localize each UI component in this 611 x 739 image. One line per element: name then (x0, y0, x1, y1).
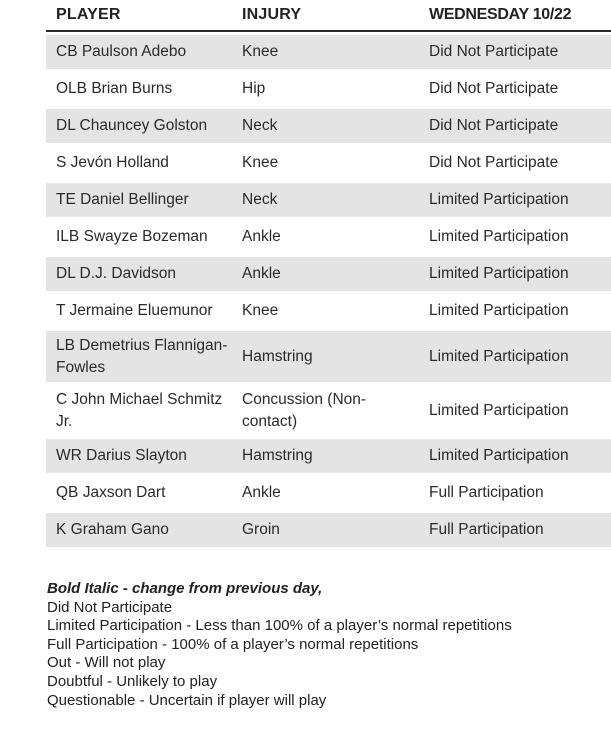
status-cell: Did Not Participate (429, 43, 559, 60)
table-row (46, 476, 611, 510)
status-cell: Limited Participation (429, 191, 569, 208)
status-cell: Limited Participation (429, 228, 569, 245)
injury-report (46, 0, 611, 550)
status-cell: Did Not Participate (429, 80, 559, 97)
legend-line-doubtful: Doubtful - Unlikely to play (47, 672, 218, 690)
status-cell: Limited Participation (429, 401, 569, 419)
legend-line-questionable: Questionable - Uncertain if player will play (47, 691, 327, 709)
header-player: PLAYER (56, 6, 121, 23)
status-cell: Full Participation (429, 484, 544, 501)
player-cell: QB Jaxson Dart (56, 484, 166, 501)
status-cell: Full Participation (429, 521, 544, 538)
injury-cell: Hamstring (242, 447, 313, 464)
player-cell: LB Demetrius Flannigan-Fowles (56, 336, 228, 376)
injury-cell: Knee (242, 302, 279, 319)
table-body (46, 35, 611, 547)
table-row (46, 35, 611, 69)
player-cell: S Jevón Holland (56, 154, 169, 171)
player-cell: T Jermaine Eluemunor (56, 302, 213, 319)
header-injury: INJURY (242, 6, 302, 23)
injury-cell: Neck (242, 117, 278, 134)
table-row (46, 220, 611, 254)
legend-line-dnp: Did Not Participate (47, 598, 173, 616)
status-cell: Limited Participation (429, 347, 569, 365)
table-row (46, 294, 611, 328)
player-cell: DL D.J. Davidson (56, 265, 177, 282)
header-status: WEDNESDAY 10/22 (429, 6, 572, 23)
table-row (46, 331, 611, 382)
player-cell: DL Chauncey Golston (56, 117, 208, 134)
status-cell: Did Not Participate (429, 117, 559, 134)
injury-cell: Ankle (242, 484, 281, 501)
status-cell: Limited Participation (429, 447, 569, 464)
table-row (46, 72, 611, 106)
player-cell: WR Darius Slayton (56, 447, 187, 464)
table-row (46, 385, 611, 436)
injury-cell: Concussion (Non-contact) (242, 390, 367, 430)
player-cell: OLB Brian Burns (56, 80, 173, 97)
player-cell: TE Daniel Bellinger (56, 191, 189, 208)
player-cell: ILB Swayze Bozeman (56, 228, 208, 245)
injury-cell: Hip (242, 80, 266, 97)
legend-title: Bold Italic - change from previous day, (47, 580, 323, 597)
injury-cell: Knee (242, 43, 279, 60)
legend-line-full: Full Participation - 100% of a player’s normal repetitions (47, 635, 419, 653)
table-row (46, 257, 611, 291)
status-cell: Limited Participation (429, 302, 569, 319)
player-cell: C John Michael Schmitz Jr. (56, 390, 223, 430)
injury-cell: Groin (242, 521, 280, 538)
injury-cell: Ankle (242, 228, 281, 245)
table-row (46, 109, 611, 143)
table-header (46, 0, 611, 32)
status-cell: Did Not Participate (429, 154, 559, 171)
injury-cell: Hamstring (242, 347, 313, 365)
injury-cell: Knee (242, 154, 279, 171)
injury-cell: Neck (242, 191, 278, 208)
table-row (46, 513, 611, 547)
legend-line-out: Out - Will not play (47, 654, 166, 672)
legend-line-limited: Limited Participation - Less than 100% of a player’s normal repetitions (47, 617, 512, 635)
table-row (46, 183, 611, 217)
player-cell: K Graham Gano (56, 521, 169, 538)
table-row (46, 439, 611, 473)
injury-cell: Ankle (242, 265, 281, 282)
table-row (46, 146, 611, 180)
legend (47, 580, 607, 710)
status-cell: Limited Participation (429, 265, 569, 282)
player-cell: CB Paulson Adebo (56, 43, 187, 60)
